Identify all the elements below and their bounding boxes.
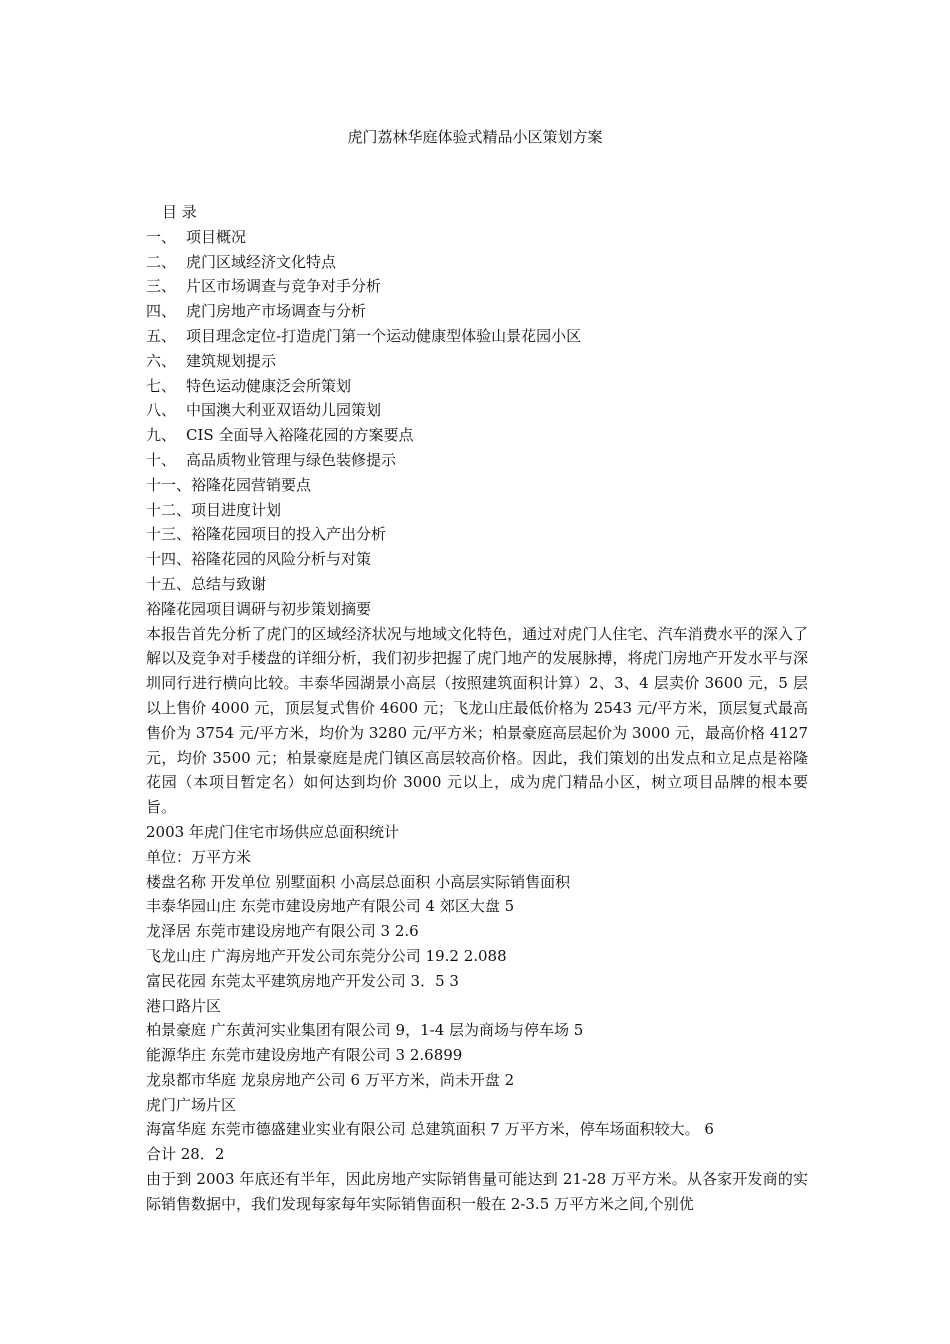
toc-number: 九、 (146, 426, 177, 445)
toc-text: 虎门房地产市场调查与分析 (186, 302, 367, 321)
toc-item (146, 225, 808, 250)
document-body (146, 200, 808, 1217)
toc-item: 十三、裕隆花园项目的投入产出分析 (146, 525, 387, 544)
toc-number: 七、 (146, 376, 177, 395)
document-title: 虎门荔林华庭体验式精品小区策划方案 (347, 128, 603, 146)
closing-paragraph: 由于到 2003 年底还有半年，因此房地产实际销售量可能达到 21-28 万平方米。从各家开发商的实际销售数据中，我们发现每家每年实际销售面积一般在 2-3.5 万平方米之间,个别优 (146, 1170, 808, 1213)
toc-text: 中国澳大利亚双语幼儿园策划 (186, 401, 382, 420)
toc-number: 八、 (146, 401, 177, 420)
stats-heading: 2003 年虎门住宅市场供应总面积统计 (146, 822, 399, 841)
toc-item: 十四、裕隆花园的风险分析与对策 (146, 550, 372, 569)
table-row: 龙泽居 东莞市建设房地产有限公司 3 2.6 (146, 922, 419, 941)
toc-text: CIS 全面导入裕隆花园的方案要点 (186, 426, 414, 445)
toc-item (146, 274, 808, 299)
summary-paragraph: 本报告首先分析了虎门的区域经济状况与地域文化特色，通过对虎门人住宅、汽车消费水平的深入了解以及竞争对手楼盘的详细分析，我们初步把握了虎门地产的发展脉搏，将虎门房地产开发水平与深圳同行进行横向比较。丰泰华园湖景小高层（按照建筑面积计算）2、3、4 层卖价 3600 元，5 层以上售价 4000 元，顶层复式售价 4600 元；飞龙山庄最低价格为 2543 元/平方米，顶层复式最高售价为 3754 元/平方米，均价为 3280 元/平方米；柏景豪庭高层起价为 3000 元，最高价格 4127 元，均价 3500 元；柏景豪庭是虎门镇区高层较高价格。因此，我们策划的出发点和立足点是裕隆花园（本项目暂定名）如何达到均价 3000 元以上，成为虎门精品小区，树立项目品牌的根本要旨。 (146, 624, 808, 817)
toc-item (146, 374, 808, 399)
table-header: 楼盘名称 开发单位 别墅面积 小高层总面积 小高层实际销售面积 (146, 872, 571, 891)
toc-number: 四、 (146, 302, 177, 321)
toc-number: 三、 (146, 277, 177, 296)
table-row: 富民花园 东莞太平建筑房地产开发公司 3．5 3 (146, 971, 459, 990)
toc-text: 项目概况 (186, 227, 247, 246)
toc-text: 项目理念定位-打造虎门第一个运动健康型体验山景花园小区 (186, 326, 582, 345)
total-row: 合计 28．2 (146, 1145, 225, 1164)
toc-list (146, 225, 808, 597)
table-row: 飞龙山庄 广海房地产开发公司东莞分公司 19.2 2.088 (146, 946, 507, 965)
toc-number: 二、 (146, 252, 177, 271)
toc-item (146, 423, 808, 448)
table-row: 柏景豪庭 广东黄河实业集团有限公司 9，1-4 层为商场与停车场 5 (146, 1021, 584, 1040)
toc-number: 十、 (146, 450, 177, 469)
summary-heading: 裕隆花园项目调研与初步策划摘要 (146, 599, 372, 618)
toc-text: 特色运动健康泛会所策划 (186, 376, 352, 395)
toc-number: 六、 (146, 351, 177, 370)
area-heading: 虎门广场片区 (146, 1095, 237, 1114)
toc-item (146, 349, 808, 374)
toc-item (146, 448, 808, 473)
toc-number: 五、 (146, 326, 177, 345)
unit-note: 单位：万平方米 (146, 847, 252, 866)
toc-item: 十一、裕隆花园营销要点 (146, 475, 312, 494)
table-row: 龙泉都市华庭 龙泉房地产公司 6 万平方米，尚未开盘 2 (146, 1070, 515, 1089)
toc-item: 十二、项目进度计划 (146, 500, 282, 519)
toc-number: 一、 (146, 227, 177, 246)
toc-item (146, 398, 808, 423)
table-row: 海富华庭 东莞市德盛建业实业有限公司 总建筑面积 7 万平方米，停车场面积较大。 6 (146, 1120, 714, 1139)
toc-text: 高品质物业管理与绿色装修提示 (186, 450, 397, 469)
area-heading: 港口路片区 (146, 996, 222, 1015)
toc-text: 建筑规划提示 (186, 351, 277, 370)
table-row: 能源华庄 东莞市建设房地产有限公司 3 2.6899 (146, 1046, 463, 1065)
toc-item (146, 250, 808, 275)
toc-text: 片区市场调查与竞争对手分析 (186, 277, 382, 296)
toc-item (146, 299, 808, 324)
table-row: 丰泰华园山庄 东莞市建设房地产有限公司 4 郊区大盘 5 (146, 897, 515, 916)
toc-heading: 目 录 (162, 203, 197, 221)
toc-text: 虎门区域经济文化特点 (186, 252, 337, 271)
toc-item: 十五、总结与致谢 (146, 574, 267, 593)
toc-item (146, 324, 808, 349)
